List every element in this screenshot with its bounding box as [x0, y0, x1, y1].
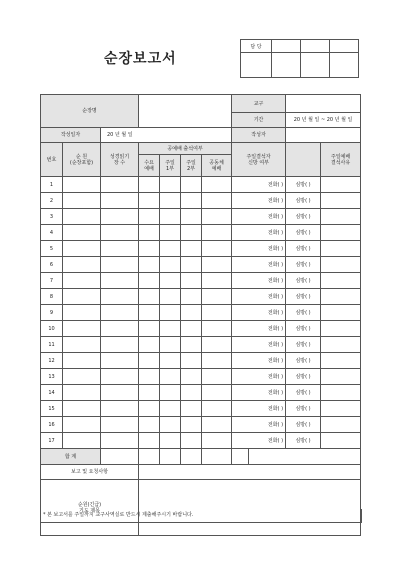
input-cell[interactable]: [181, 433, 202, 449]
input-cell[interactable]: [63, 289, 101, 305]
phone-check[interactable]: 전화( ): [232, 289, 286, 305]
input-cell[interactable]: [202, 417, 232, 433]
row-number: 11: [41, 337, 63, 353]
input-cell[interactable]: [181, 369, 202, 385]
absent-reason[interactable]: [321, 337, 361, 353]
input-cell[interactable]: [63, 401, 101, 417]
input-cell[interactable]: [160, 417, 181, 433]
table-row: [41, 273, 361, 289]
input-cell[interactable]: [63, 193, 101, 209]
table-row: [41, 369, 361, 385]
phone-check[interactable]: 전화( ): [232, 433, 286, 449]
absent-reason[interactable]: [321, 417, 361, 433]
input-cell[interactable]: [181, 305, 202, 321]
input-cell[interactable]: [101, 225, 139, 241]
input-cell[interactable]: [160, 193, 181, 209]
table-row: [41, 433, 361, 449]
input-cell[interactable]: [181, 289, 202, 305]
visit-check[interactable]: 심방( ): [286, 369, 321, 385]
phone-check[interactable]: 전화( ): [232, 305, 286, 321]
approval-cell: [272, 40, 301, 53]
visit-check[interactable]: 심방( ): [286, 225, 321, 241]
input-cell[interactable]: [101, 433, 139, 449]
input-cell[interactable]: [160, 209, 181, 225]
col-header-sun2: 주일 2부: [181, 155, 202, 177]
input-cell[interactable]: [181, 417, 202, 433]
input-cell[interactable]: [160, 353, 181, 369]
table-row: [41, 353, 361, 369]
input-cell[interactable]: [139, 257, 160, 273]
phone-check[interactable]: 전화( ): [232, 353, 286, 369]
leader-label: 순장명: [41, 95, 139, 128]
phone-check[interactable]: 전화( ): [232, 241, 286, 257]
input-cell[interactable]: [202, 241, 232, 257]
phone-check[interactable]: 전화( ): [232, 225, 286, 241]
input-cell[interactable]: [63, 257, 101, 273]
visit-check[interactable]: 심방( ): [286, 321, 321, 337]
input-cell[interactable]: [63, 433, 101, 449]
input-cell[interactable]: [139, 337, 160, 353]
table-row: [41, 193, 361, 209]
input-cell[interactable]: [181, 337, 202, 353]
input-cell[interactable]: [181, 193, 202, 209]
approval-cell: [330, 40, 359, 53]
table-row: [41, 241, 361, 257]
row-number: 6: [41, 257, 63, 273]
col-header-weekday: 주일결석자 신방 여부: [232, 143, 286, 177]
input-cell[interactable]: [101, 417, 139, 433]
input-cell[interactable]: [160, 289, 181, 305]
input-cell[interactable]: [101, 337, 139, 353]
input-cell[interactable]: [202, 433, 232, 449]
table-row: [41, 177, 361, 193]
phone-check[interactable]: 전화( ): [232, 177, 286, 193]
prayer-value[interactable]: [139, 480, 361, 536]
input-cell[interactable]: [139, 369, 160, 385]
row-number: 14: [41, 385, 63, 401]
table-row: [41, 401, 361, 417]
input-cell[interactable]: [63, 385, 101, 401]
input-cell[interactable]: [181, 225, 202, 241]
col-header-wed: 수요 예배: [139, 155, 160, 177]
input-cell[interactable]: [181, 177, 202, 193]
absent-reason[interactable]: [321, 385, 361, 401]
input-cell[interactable]: [139, 209, 160, 225]
date-label: 작성일자: [41, 128, 101, 143]
col-header-bible: 성경읽기 장 수: [101, 143, 139, 177]
date-value[interactable]: 20 년 월 일: [101, 128, 232, 143]
approval-box: [240, 39, 359, 78]
input-cell[interactable]: [101, 385, 139, 401]
visit-check[interactable]: 심방( ): [286, 305, 321, 321]
input-cell[interactable]: [160, 433, 181, 449]
input-cell[interactable]: [63, 241, 101, 257]
input-cell[interactable]: [139, 321, 160, 337]
col-header-absent: 주일예배 결석사유: [321, 143, 361, 177]
input-cell[interactable]: [101, 257, 139, 273]
input-cell[interactable]: [202, 321, 232, 337]
input-cell[interactable]: [160, 305, 181, 321]
visit-check[interactable]: 심방( ): [286, 433, 321, 449]
row-number: 8: [41, 289, 63, 305]
input-cell[interactable]: [181, 209, 202, 225]
row-number: 3: [41, 209, 63, 225]
col-header-member: 순 원 (순장포함): [63, 143, 101, 177]
input-cell[interactable]: [160, 369, 181, 385]
input-cell[interactable]: [63, 209, 101, 225]
input-cell[interactable]: [63, 177, 101, 193]
visit-check[interactable]: 심방( ): [286, 417, 321, 433]
phone-check[interactable]: 전화( ): [232, 273, 286, 289]
input-cell[interactable]: [160, 401, 181, 417]
input-cell[interactable]: [139, 385, 160, 401]
total-cell[interactable]: [139, 449, 160, 465]
input-cell[interactable]: [181, 321, 202, 337]
input-cell[interactable]: [101, 321, 139, 337]
report-label: 보고 및 요청사항: [41, 465, 139, 480]
row-number: 15: [41, 401, 63, 417]
input-cell[interactable]: [139, 433, 160, 449]
footer-note: * 본 보고서를 주일까지 교구사역실로 반드시 제출해주시기 바랍니다.: [40, 509, 362, 523]
input-cell[interactable]: [101, 305, 139, 321]
district-value[interactable]: [286, 95, 361, 113]
col-header-sun1: 주일 1부: [160, 155, 181, 177]
table-row: [41, 209, 361, 225]
visit-check[interactable]: 심방( ): [286, 385, 321, 401]
input-cell[interactable]: [101, 273, 139, 289]
row-number: 16: [41, 417, 63, 433]
input-cell[interactable]: [139, 305, 160, 321]
total-cell[interactable]: [160, 449, 181, 465]
total-cell[interactable]: [232, 449, 249, 465]
absent-reason[interactable]: [321, 225, 361, 241]
input-cell[interactable]: [139, 353, 160, 369]
input-cell[interactable]: [181, 241, 202, 257]
absent-reason[interactable]: [321, 321, 361, 337]
total-label: 합 계: [41, 449, 101, 465]
row-number: 7: [41, 273, 63, 289]
input-cell[interactable]: [160, 321, 181, 337]
input-cell[interactable]: [63, 321, 101, 337]
page-title: 순장보고서: [104, 51, 177, 67]
input-cell[interactable]: [101, 369, 139, 385]
input-cell[interactable]: [160, 273, 181, 289]
input-cell[interactable]: [63, 369, 101, 385]
input-cell[interactable]: [101, 177, 139, 193]
row-number: 4: [41, 225, 63, 241]
approval-label: 담 당: [241, 40, 272, 53]
row-number: 12: [41, 353, 63, 369]
approval-cell: [272, 53, 301, 78]
row-number: 17: [41, 433, 63, 449]
input-cell[interactable]: [139, 241, 160, 257]
district-label: 교구: [232, 95, 286, 113]
row-number: 5: [41, 241, 63, 257]
input-cell[interactable]: [181, 273, 202, 289]
input-cell[interactable]: [202, 193, 232, 209]
visit-check[interactable]: 심방( ): [286, 273, 321, 289]
report-value[interactable]: [139, 465, 361, 480]
period-value[interactable]: 20 년 월 일 ~ 20 년 월 일: [286, 113, 361, 128]
input-cell[interactable]: [139, 225, 160, 241]
input-cell[interactable]: [160, 177, 181, 193]
row-number: 10: [41, 321, 63, 337]
input-cell[interactable]: [101, 193, 139, 209]
absent-reason[interactable]: [321, 241, 361, 257]
table-row: [41, 289, 361, 305]
input-cell[interactable]: [139, 193, 160, 209]
row-number: 1: [41, 177, 63, 193]
input-cell[interactable]: [160, 257, 181, 273]
input-cell[interactable]: [63, 273, 101, 289]
total-cell[interactable]: [202, 449, 232, 465]
row-number: 9: [41, 305, 63, 321]
input-cell[interactable]: [202, 337, 232, 353]
input-cell[interactable]: [63, 305, 101, 321]
visit-check[interactable]: 심방( ): [286, 401, 321, 417]
phone-check[interactable]: 전화( ): [232, 321, 286, 337]
table-row: [41, 321, 361, 337]
absent-reason[interactable]: [321, 209, 361, 225]
input-cell[interactable]: [202, 257, 232, 273]
input-cell[interactable]: [202, 385, 232, 401]
approval-cell: [301, 53, 330, 78]
input-cell[interactable]: [101, 209, 139, 225]
input-cell[interactable]: [181, 385, 202, 401]
col-header-blank: [286, 143, 321, 177]
input-cell[interactable]: [202, 369, 232, 385]
approval-cell: [330, 53, 359, 78]
col-header-worship: 공예배 출석여부: [139, 143, 232, 155]
table-row: [41, 225, 361, 241]
absent-reason[interactable]: [321, 305, 361, 321]
table-row: [41, 257, 361, 273]
absent-reason[interactable]: [321, 289, 361, 305]
visit-check[interactable]: 심방( ): [286, 353, 321, 369]
absent-reason[interactable]: [321, 433, 361, 449]
input-cell[interactable]: [139, 289, 160, 305]
report-table: [40, 94, 361, 536]
absent-reason[interactable]: [321, 273, 361, 289]
input-cell[interactable]: [160, 385, 181, 401]
input-cell[interactable]: [181, 353, 202, 369]
input-cell[interactable]: [202, 353, 232, 369]
row-number: 2: [41, 193, 63, 209]
absent-reason[interactable]: [321, 353, 361, 369]
visit-check[interactable]: 심방( ): [286, 177, 321, 193]
absent-reason[interactable]: [321, 193, 361, 209]
input-cell[interactable]: [139, 273, 160, 289]
leader-value[interactable]: [139, 95, 232, 128]
total-cell[interactable]: [101, 449, 139, 465]
absent-reason[interactable]: [321, 369, 361, 385]
phone-check[interactable]: 전화( ): [232, 209, 286, 225]
writer-label: 작성자: [232, 128, 286, 143]
input-cell[interactable]: [101, 401, 139, 417]
input-cell[interactable]: [181, 257, 202, 273]
input-cell[interactable]: [202, 305, 232, 321]
table-row: [41, 385, 361, 401]
input-cell[interactable]: [202, 209, 232, 225]
input-cell[interactable]: [160, 337, 181, 353]
phone-check[interactable]: 전화( ): [232, 337, 286, 353]
input-cell[interactable]: [202, 225, 232, 241]
approval-cell: [241, 53, 272, 78]
input-cell[interactable]: [63, 417, 101, 433]
visit-check[interactable]: 심방( ): [286, 337, 321, 353]
input-cell[interactable]: [202, 273, 232, 289]
input-cell[interactable]: [202, 289, 232, 305]
visit-check[interactable]: 심방( ): [286, 193, 321, 209]
absent-reason[interactable]: [321, 177, 361, 193]
input-cell[interactable]: [63, 225, 101, 241]
absent-reason[interactable]: [321, 257, 361, 273]
visit-check[interactable]: 심방( ): [286, 257, 321, 273]
row-number: 13: [41, 369, 63, 385]
absent-reason[interactable]: [321, 401, 361, 417]
input-cell[interactable]: [101, 353, 139, 369]
table-row: [41, 305, 361, 321]
writer-value[interactable]: [286, 128, 361, 143]
phone-check[interactable]: 전화( ): [232, 417, 286, 433]
phone-check[interactable]: 전화( ): [232, 401, 286, 417]
input-cell[interactable]: [181, 401, 202, 417]
input-cell[interactable]: [202, 177, 232, 193]
phone-check[interactable]: 전화( ): [232, 257, 286, 273]
phone-check[interactable]: 전화( ): [232, 385, 286, 401]
input-cell[interactable]: [63, 337, 101, 353]
total-cell[interactable]: [181, 449, 202, 465]
input-cell[interactable]: [160, 241, 181, 257]
prayer-label: 순원(긴급) 기도 제목: [41, 480, 139, 536]
visit-check[interactable]: 심방( ): [286, 289, 321, 305]
phone-check[interactable]: 전화( ): [232, 369, 286, 385]
table-row: [41, 417, 361, 433]
visit-check[interactable]: 심방( ): [286, 241, 321, 257]
col-header-joint: 공동체 예배: [202, 155, 232, 177]
col-header-no: 번호: [41, 143, 63, 177]
total-cell[interactable]: [249, 449, 361, 465]
period-label: 기간: [232, 113, 286, 128]
visit-check[interactable]: 심방( ): [286, 209, 321, 225]
input-cell[interactable]: [101, 241, 139, 257]
approval-cell: [301, 40, 330, 53]
input-cell[interactable]: [63, 353, 101, 369]
input-cell[interactable]: [139, 417, 160, 433]
table-row: [41, 337, 361, 353]
input-cell[interactable]: [139, 401, 160, 417]
input-cell[interactable]: [139, 177, 160, 193]
input-cell[interactable]: [160, 225, 181, 241]
phone-check[interactable]: 전화( ): [232, 193, 286, 209]
input-cell[interactable]: [202, 401, 232, 417]
input-cell[interactable]: [101, 289, 139, 305]
